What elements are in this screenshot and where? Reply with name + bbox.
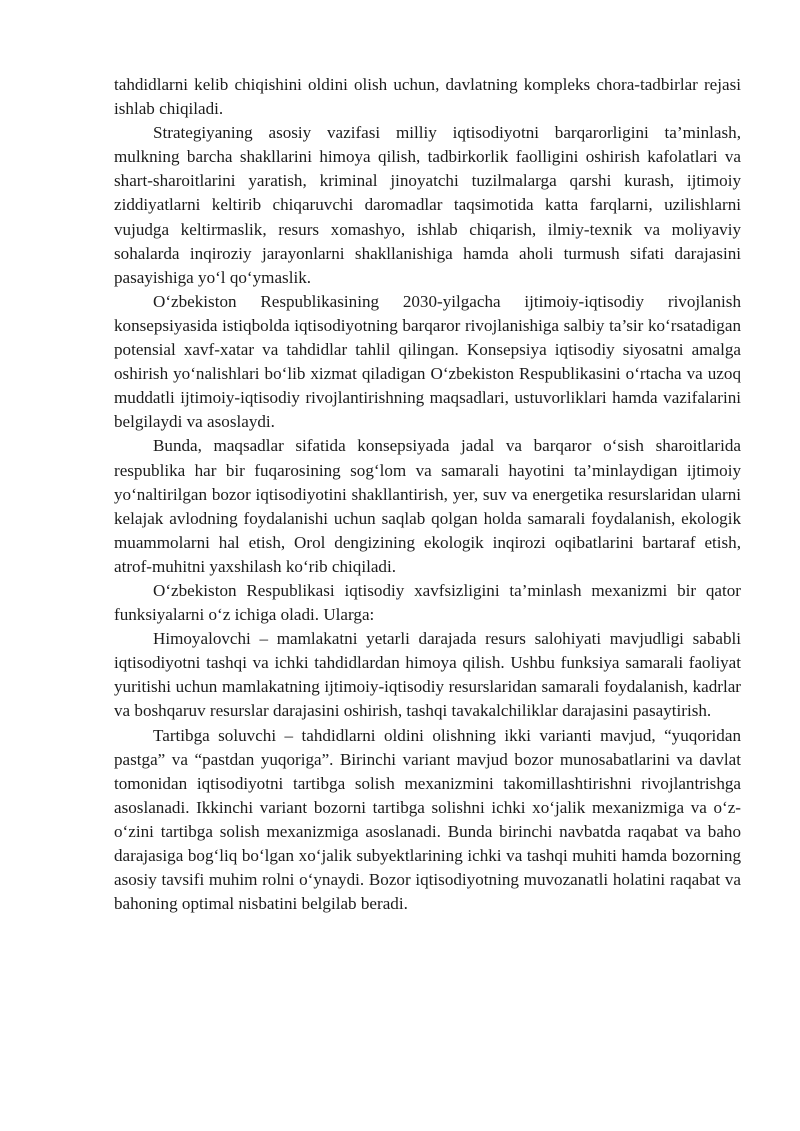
paragraph-strategy-task: Strategiyaning asosiy vazifasi milliy iqtisodiyotni barqarorligini ta’minlash, mulkning barcha shakllarini himoya qilish, tadbirkorlik faolligini oshirish kafolatlari va shart-sharoitlarini yaratish, kriminal jinoyatchi tuzilmalarga qarshi kurash, ijtimoiy ziddiyatlarni keltirib chiqaruvchi daromadlar taqsimotida katta farqlarni, uzilishlarni vujudga keltirmaslik, resurs xomashyo, ishlab chiqarish, ilmiy-texnik va moliyaviy sohalarda inqiroziy jarayonlarni shakllanishiga hamda aholi turmush sifati darajasini pasayishiga yo‘l qo‘ymaslik.: [114, 123, 741, 287]
document-page: [114, 73, 741, 916]
paragraph-concept-2030: O‘zbekiston Respublikasining 2030-yilgacha ijtimoiy-iqtisodiy rivojlanish konsepsiyasida istiqbolda iqtisodiyotning barqaror rivojlanishiga salbiy ta’sir ko‘rsatadigan potensial xavf-xatar va tahdidlar tahlil qilingan. Konsepsiya iqtisodiy siyosatni amalga oshirish yo‘nalishlari bo‘lib xizmat qiladigan O‘zbekiston Respublikasini o‘rtacha va uzoq muddatli ijtimoiy-iqtisodiy rivojlantirishning maqsadlari, ustuvorliklari hamda vazifalarini belgilaydi va asoslaydi.: [114, 291, 741, 432]
paragraph-concept-goals: Bunda, maqsadlar sifatida konsepsiyada jadal va barqaror o‘sish sharoitlarida respublika har bir fuqarosining sog‘lom va samarali hayotini ta’minlaydigan ijtimoiy yo‘naltirilgan bozor iqtisodiyotini shakllantirish, yer, suv va energetika resurslaridan ularni kelajak avlodning foydalanishi uchun saqlab qolgan holda samarali foydalanish, ekologik muammolarni hal etish, Orol dengizining ekologik inqirozi oqibatlarini bartaraf etish, atrof-muhitni yaxshilash ko‘rib chiqiladi.: [114, 436, 741, 576]
paragraph-continuation: tahdidlarni kelib chiqishini oldini olish uchun, davlatning kompleks chora-tadbirlar rejasi ishlab chiqiladi.: [114, 75, 741, 119]
paragraph-protective-function: Himoyalovchi – mamlakatni yetarli darajada resurs salohiyati mavjudligi sababli iqtisodiyotni tashqi va ichki tahdidlardan himoya qilish. Ushbu funksiya samarali faoliyat yuritishi uchun mamlakatning ijtimoiy-iqtisodiy resurslaridan samarali foydalanish, kadrlar va boshqaruv resurslar darajasini oshirish, tashqi tavakalchiliklar darajasini pasaytirish.: [114, 629, 741, 721]
paragraph-regulatory-function: Tartibga soluvchi – tahdidlarni oldini olishning ikki varianti mavjud, “yuqoridan pastga” va “pastdan yuqoriga”. Birinchi variant mavjud bozor munosabatlarini va davlat tomonidan iqtisodiyotni tartibga solish mexanizmini takomillashtirishni rivojlantrishga asoslanadi. Ikkinchi variant bozorni tartibga solishni ichki xo‘jalik mexanizmiga va o‘z-o‘zini tartibga solish mexanizmiga asoslanadi. Bunda birinchi navbatda raqabat va baho darajasiga bog‘liq bo‘lgan xo‘jalik subyektlarining ichki va tashqi muhiti hamda bozorning asosiy tavsifi muhim rolni o‘ynaydi. Bozor iqtisodiyotning muvozanatli holatini raqabat va bahoning optimal nisbatini belgilab beradi.: [114, 725, 741, 914]
paragraph-mechanism-functions: O‘zbekiston Respublikasi iqtisodiy xavfsizligini ta’minlash mexanizmi bir qator funksiyalarni o‘z ichiga oladi. Ularga:: [114, 580, 741, 625]
